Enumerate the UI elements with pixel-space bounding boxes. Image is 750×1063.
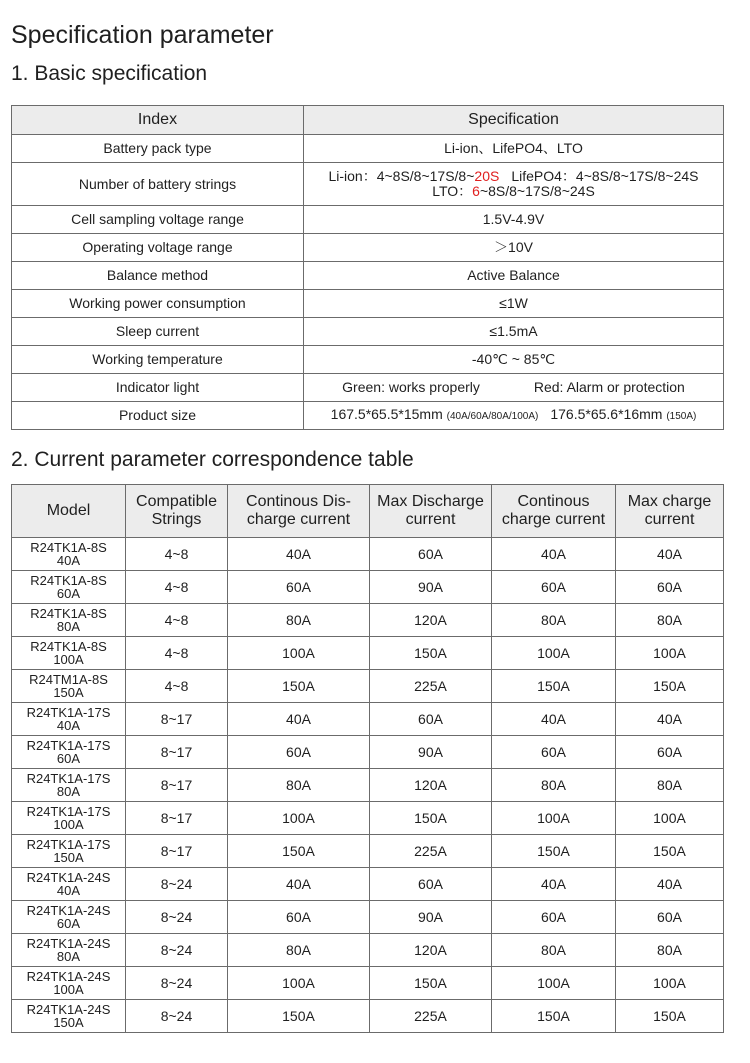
cell-max-discharge: 90A — [370, 571, 492, 604]
lto-suffix: ~8S/8~17S/8~24S — [479, 183, 595, 199]
cell-compatible-strings: 4~8 — [126, 571, 228, 604]
model-line: 150A — [53, 1015, 84, 1030]
cell-continuous-discharge: 40A — [228, 703, 370, 736]
cell-max-charge: 80A — [616, 934, 724, 967]
cell-model — [12, 703, 126, 736]
col-header-index: Index — [12, 106, 304, 135]
cell-max-charge: 40A — [616, 703, 724, 736]
cell-model — [12, 802, 126, 835]
model-line: 40A — [56, 718, 81, 733]
cell-continuous-discharge: 80A — [228, 934, 370, 967]
cell-continuous-discharge: 60A — [228, 736, 370, 769]
cell-continuous-discharge: 100A — [228, 637, 370, 670]
cell-continuous-discharge: 60A — [228, 901, 370, 934]
section-heading-current-table: 2. Current parameter correspondence table — [11, 448, 414, 471]
spec-value: -40℃ ~ 85℃ — [304, 346, 724, 374]
liion-strings-highlight: 20S — [474, 168, 500, 184]
cell-max-charge: 150A — [616, 670, 724, 703]
model-line: R24TK1A-17S — [26, 738, 111, 753]
table-row — [12, 604, 724, 637]
cell-continuous-charge: 40A — [492, 538, 616, 571]
cell-model — [12, 967, 126, 1000]
spec-row — [12, 346, 724, 374]
spec-label: Cell sampling voltage range — [12, 206, 304, 234]
model-line: 60A — [56, 916, 81, 931]
size-large-note: (150A) — [666, 411, 697, 422]
model-line: 150A — [53, 850, 84, 865]
table-row — [12, 835, 724, 868]
model-line: R24TK1A-8S — [30, 606, 107, 621]
current-table-body — [12, 538, 724, 1033]
header-line: current — [405, 511, 456, 528]
spec-row — [12, 318, 724, 346]
header-line: current — [644, 511, 695, 528]
cell-max-charge: 80A — [616, 769, 724, 802]
model-line: R24TK1A-24S — [26, 903, 111, 918]
spec-label: Product size — [12, 402, 304, 430]
spec-value-size — [304, 402, 724, 430]
spec-label: Balance method — [12, 262, 304, 290]
spec-value: 1.5V-4.9V — [304, 206, 724, 234]
spec-label: Working power consumption — [12, 290, 304, 318]
table-row — [12, 769, 724, 802]
model-line: 40A — [56, 553, 81, 568]
spec-row — [12, 135, 724, 163]
cell-continuous-charge: 80A — [492, 604, 616, 637]
model-line: R24TK1A-17S — [26, 804, 111, 819]
cell-max-discharge: 120A — [370, 604, 492, 637]
model-line: R24TK1A-17S — [26, 837, 111, 852]
cell-compatible-strings: 8~24 — [126, 967, 228, 1000]
model-line: R24TK1A-24S — [26, 969, 111, 984]
header-line: Continous — [517, 493, 590, 510]
cell-continuous-discharge: 40A — [228, 868, 370, 901]
model-line: R24TK1A-24S — [26, 1002, 111, 1017]
cell-max-charge: 60A — [616, 736, 724, 769]
cell-model — [12, 637, 126, 670]
cell-model — [12, 901, 126, 934]
cell-compatible-strings: 8~17 — [126, 736, 228, 769]
cell-compatible-strings: 8~24 — [126, 934, 228, 967]
header-line: charge current — [501, 511, 606, 528]
model-line: 60A — [56, 751, 81, 766]
model-line: 80A — [56, 619, 81, 634]
model-line: 60A — [56, 586, 81, 601]
cell-continuous-discharge: 60A — [228, 571, 370, 604]
cell-max-charge: 40A — [616, 868, 724, 901]
cell-max-charge: 150A — [616, 835, 724, 868]
header-line: Compatible — [136, 493, 217, 510]
table-row — [12, 934, 724, 967]
cell-max-charge: 80A — [616, 604, 724, 637]
header-line: Max charge — [627, 493, 712, 510]
cell-continuous-charge: 100A — [492, 802, 616, 835]
cell-continuous-charge: 60A — [492, 736, 616, 769]
cell-compatible-strings: 4~8 — [126, 670, 228, 703]
model-line: R24TM1A-8S — [29, 672, 108, 687]
cell-compatible-strings: 8~24 — [126, 868, 228, 901]
cell-continuous-charge: 40A — [492, 868, 616, 901]
spec-label: Number of battery strings — [12, 163, 304, 206]
cell-compatible-strings: 8~24 — [126, 901, 228, 934]
cell-compatible-strings: 8~17 — [126, 769, 228, 802]
current-parameter-table — [11, 484, 724, 1033]
cell-continuous-charge: 150A — [492, 835, 616, 868]
cell-max-discharge: 60A — [370, 703, 492, 736]
cell-model — [12, 835, 126, 868]
cell-model — [12, 769, 126, 802]
cell-max-discharge: 90A — [370, 736, 492, 769]
size-small-models: 167.5*65.5*15mm — [330, 406, 443, 422]
table-row — [12, 670, 724, 703]
header-line: charge current — [246, 511, 351, 528]
cell-max-discharge: 150A — [370, 637, 492, 670]
cell-max-charge: 150A — [616, 1000, 724, 1033]
strings-line-2 — [306, 184, 721, 199]
table-row — [12, 868, 724, 901]
cell-compatible-strings: 8~17 — [126, 802, 228, 835]
cell-continuous-discharge: 40A — [228, 538, 370, 571]
size-small-note: (40A/60A/80A/100A) — [446, 411, 539, 422]
cell-model — [12, 868, 126, 901]
model-line: 100A — [53, 982, 84, 997]
spec-label: Operating voltage range — [12, 234, 304, 262]
cell-continuous-charge: 100A — [492, 637, 616, 670]
cell-continuous-charge: 150A — [492, 670, 616, 703]
table-row — [12, 736, 724, 769]
cell-continuous-discharge: 150A — [228, 1000, 370, 1033]
table-row — [12, 802, 724, 835]
cell-compatible-strings: 4~8 — [126, 637, 228, 670]
cell-continuous-discharge: 80A — [228, 769, 370, 802]
cell-max-charge: 100A — [616, 802, 724, 835]
table-row — [12, 571, 724, 604]
cell-model — [12, 736, 126, 769]
lto-highlight: 6 — [472, 183, 480, 199]
spec-row — [12, 374, 724, 402]
section-heading-basic-spec: 1. Basic specification — [11, 62, 208, 85]
col-header-compatible-strings — [126, 485, 228, 538]
cell-continuous-discharge: 100A — [228, 802, 370, 835]
cell-continuous-charge: 100A — [492, 967, 616, 1000]
header-line: Continous Dis- — [246, 493, 351, 510]
cell-compatible-strings: 8~17 — [126, 835, 228, 868]
model-line: R24TK1A-8S — [30, 639, 107, 654]
header-line: Strings — [151, 511, 202, 528]
cell-continuous-charge: 150A — [492, 1000, 616, 1033]
cell-model — [12, 571, 126, 604]
model-line: 40A — [56, 883, 81, 898]
cell-continuous-discharge: 150A — [228, 670, 370, 703]
model-line: R24TK1A-8S — [30, 540, 107, 555]
table-row — [12, 1000, 724, 1033]
spec-value: ＞10V — [304, 234, 724, 262]
spec-value-indicator — [304, 374, 724, 402]
spec-value-strings — [304, 163, 724, 206]
cell-continuous-discharge: 150A — [228, 835, 370, 868]
spec-row — [12, 234, 724, 262]
model-line: R24TK1A-17S — [26, 705, 111, 720]
cell-compatible-strings: 8~24 — [126, 1000, 228, 1033]
indicator-green-text: Green: works properly — [342, 379, 480, 395]
table-row — [12, 538, 724, 571]
spec-row — [12, 262, 724, 290]
model-line: R24TK1A-17S — [26, 771, 111, 786]
cell-max-discharge: 120A — [370, 769, 492, 802]
spec-label: Battery pack type — [12, 135, 304, 163]
cell-max-charge: 100A — [616, 967, 724, 1000]
cell-model — [12, 538, 126, 571]
cell-max-discharge: 225A — [370, 835, 492, 868]
lifepo4-strings: LifePO4：4~8S/8~17S/8~24S — [511, 168, 699, 184]
table-row — [12, 703, 724, 736]
cell-max-discharge: 150A — [370, 802, 492, 835]
spec-value: Active Balance — [304, 262, 724, 290]
spec-label: Sleep current — [12, 318, 304, 346]
spec-row — [12, 163, 724, 206]
cell-max-discharge: 120A — [370, 934, 492, 967]
cell-model — [12, 604, 126, 637]
spec-value: ≤1W — [304, 290, 724, 318]
cell-continuous-charge: 40A — [492, 703, 616, 736]
cell-model — [12, 1000, 126, 1033]
lto-prefix: LTO： — [432, 183, 473, 199]
cell-max-discharge: 150A — [370, 967, 492, 1000]
col-header-max-charge — [616, 485, 724, 538]
table-row — [12, 901, 724, 934]
cell-max-discharge: 60A — [370, 868, 492, 901]
cell-max-discharge: 225A — [370, 670, 492, 703]
current-header-row — [12, 485, 724, 538]
cell-continuous-discharge: 100A — [228, 967, 370, 1000]
spec-row — [12, 290, 724, 318]
table-row — [12, 637, 724, 670]
col-header-specification: Specification — [304, 106, 724, 135]
cell-compatible-strings: 4~8 — [126, 538, 228, 571]
cell-max-discharge: 225A — [370, 1000, 492, 1033]
model-line: R24TK1A-24S — [26, 870, 111, 885]
col-header-max-discharge — [370, 485, 492, 538]
model-line: 150A — [53, 685, 84, 700]
spec-label: Indicator light — [12, 374, 304, 402]
cell-continuous-charge: 60A — [492, 571, 616, 604]
cell-model — [12, 934, 126, 967]
cell-continuous-charge: 80A — [492, 934, 616, 967]
header-line: Max Discharge — [377, 493, 484, 510]
cell-compatible-strings: 4~8 — [126, 604, 228, 637]
cell-max-discharge: 60A — [370, 538, 492, 571]
spec-row — [12, 402, 724, 430]
model-line: 80A — [56, 784, 81, 799]
col-header-continuous-discharge — [228, 485, 370, 538]
basic-spec-table — [11, 105, 724, 430]
spec-value: ≤1.5mA — [304, 318, 724, 346]
table-row — [12, 967, 724, 1000]
liion-strings: Li-ion：4~8S/8~17S/8~ — [328, 168, 475, 184]
cell-continuous-charge: 80A — [492, 769, 616, 802]
cell-continuous-charge: 60A — [492, 901, 616, 934]
indicator-red-text: Red: Alarm or protection — [533, 379, 685, 395]
strings-line-1 — [306, 169, 721, 184]
cell-max-charge: 60A — [616, 901, 724, 934]
cell-compatible-strings: 8~17 — [126, 703, 228, 736]
size-large-model: 176.5*65.6*16mm — [550, 406, 663, 422]
col-header-model: Model — [12, 485, 126, 538]
cell-max-discharge: 90A — [370, 901, 492, 934]
model-line: 100A — [53, 817, 84, 832]
cell-max-charge: 40A — [616, 538, 724, 571]
cell-model — [12, 670, 126, 703]
spec-header-row — [12, 106, 724, 135]
spec-value: Li-ion、LifePO4、LTO — [304, 135, 724, 163]
model-line: 80A — [56, 949, 81, 964]
cell-continuous-discharge: 80A — [228, 604, 370, 637]
cell-max-charge: 100A — [616, 637, 724, 670]
spec-label: Working temperature — [12, 346, 304, 374]
model-line: R24TK1A-24S — [26, 936, 111, 951]
col-header-continuous-charge — [492, 485, 616, 538]
model-line: R24TK1A-8S — [30, 573, 107, 588]
spec-row — [12, 206, 724, 234]
cell-max-charge: 60A — [616, 571, 724, 604]
page-title: Specification parameter — [11, 21, 274, 49]
model-line: 100A — [53, 652, 84, 667]
